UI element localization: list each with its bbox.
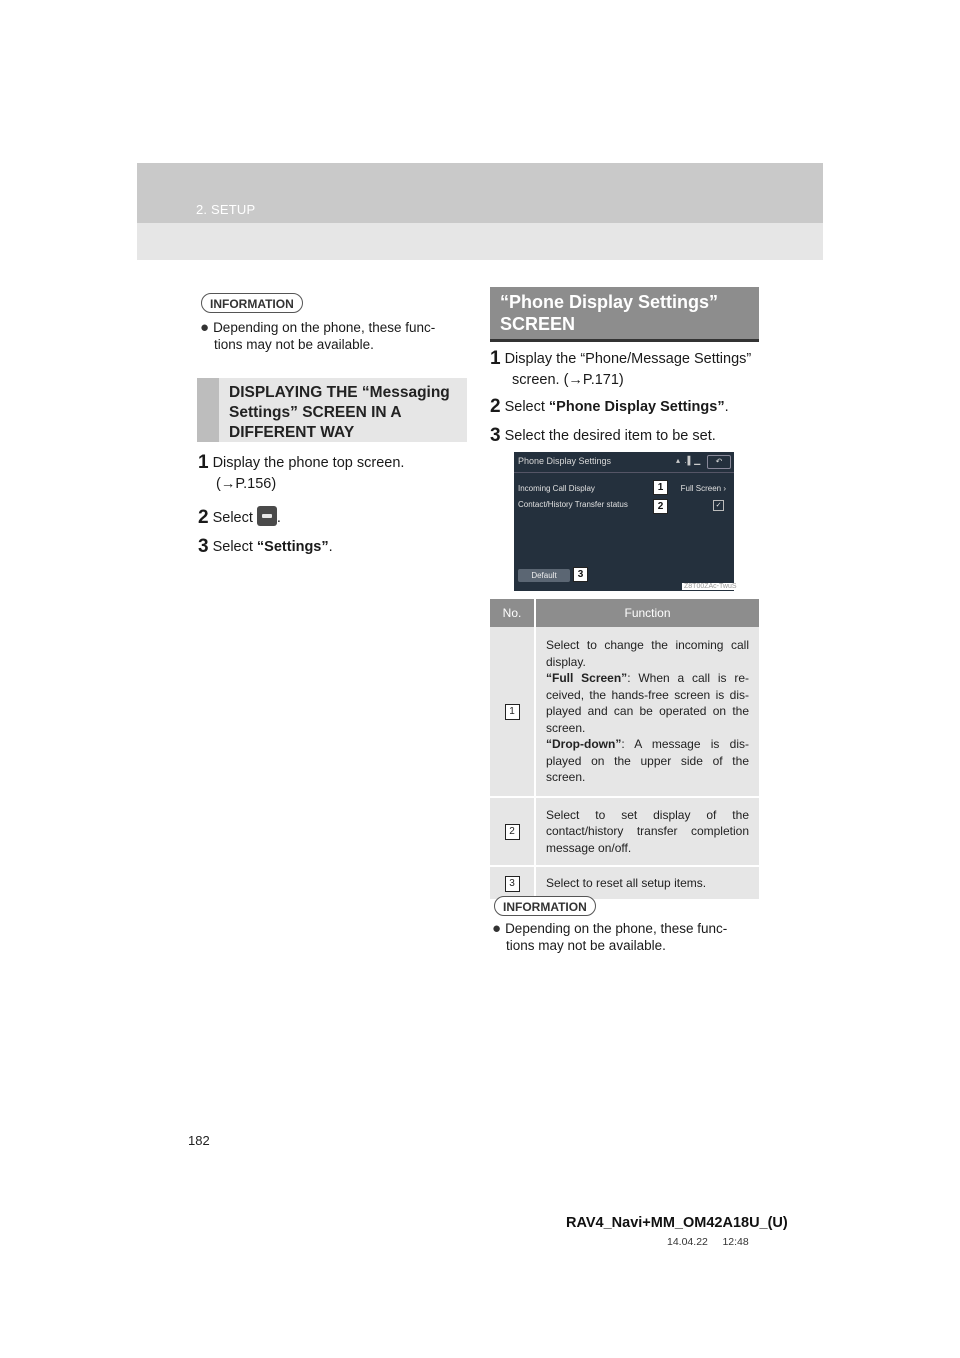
information-line-1: Depending on the phone, these func-	[505, 921, 728, 936]
screen-divider	[514, 472, 734, 473]
right-step-3	[490, 425, 716, 447]
step-text: Display the “Phone/Message Settings”	[504, 351, 752, 367]
step-text-end: .	[724, 399, 729, 415]
option-name: “Full Screen”	[546, 671, 628, 685]
option-name: “Drop-down”	[546, 737, 622, 751]
step-text-end: .	[276, 510, 281, 526]
information-text-left	[200, 319, 468, 353]
step-text: Select the desired item to be set.	[504, 428, 716, 444]
information-label-left: INFORMATION	[201, 293, 303, 313]
row-label: Contact/History Transfer status	[518, 500, 628, 509]
step-text: Select	[212, 539, 257, 555]
information-label-right: INFORMATION	[494, 896, 596, 916]
step-text-end: .	[328, 539, 333, 555]
print-date: 14.04.22 12:48	[667, 1236, 749, 1248]
heading-line-2: SCREEN	[500, 314, 576, 334]
left-step-2	[198, 506, 281, 529]
step-number: 3	[490, 425, 501, 446]
row-number-cell	[490, 866, 535, 900]
left-step-1	[198, 452, 468, 495]
row-number-cell	[490, 627, 535, 797]
phone-display-settings-screenshot	[514, 452, 734, 591]
information-line-2: tions may not be available.	[506, 938, 666, 953]
step-number: 1	[198, 452, 209, 473]
option-text: : When a call is re-ceived, the hands-free screen is dis-played and can be operated on the screen.	[546, 671, 749, 735]
callout-3: 3	[573, 567, 588, 582]
default-button: Default	[518, 569, 570, 582]
step-page-ref: (→P.156)	[216, 476, 277, 492]
bullet-icon: ●	[200, 319, 210, 336]
callout-2: 2	[653, 499, 668, 514]
screen-row-transfer-status	[518, 498, 730, 512]
section-label: 2. SETUP	[196, 202, 256, 217]
table-row	[490, 866, 759, 900]
right-step-2	[490, 396, 729, 418]
step-bold-text: “Settings”	[256, 539, 329, 555]
header-band	[137, 163, 823, 260]
heading-accent-bar	[197, 378, 219, 442]
heading-text: DISPLAYING THE “Messaging Settings” SCREEN IN A DIFFERENT WAY	[229, 384, 450, 441]
information-text-right	[492, 920, 760, 954]
page-number: 182	[188, 1133, 210, 1148]
row-function-cell	[535, 627, 759, 797]
step-number: 2	[490, 396, 501, 417]
information-line-2: tions may not be available.	[214, 337, 374, 352]
step-text: Display the phone top screen.	[212, 455, 405, 471]
column-header-no: No.	[490, 599, 535, 627]
step-text: Select	[504, 399, 549, 415]
information-line-1: Depending on the phone, these func-	[213, 320, 436, 335]
callout-1: 1	[653, 480, 668, 495]
step-page-ref: screen. (→P.171)	[512, 372, 624, 388]
step-bold-text: “Phone Display Settings”	[548, 399, 725, 415]
section-heading-messaging	[197, 378, 467, 442]
step-number: 2	[198, 507, 209, 528]
option-text: : A message is dis-played on the upper side of the screen.	[546, 737, 749, 784]
table-row	[490, 797, 759, 867]
number-box: 1	[505, 704, 520, 720]
screen-row-incoming-call	[518, 482, 730, 496]
function-table	[490, 599, 759, 901]
row-number-cell	[490, 797, 535, 867]
step-number: 3	[198, 536, 209, 557]
signal-status-icon: ▴ .▌▁	[676, 456, 702, 465]
row-label: Incoming Call Display	[518, 484, 595, 493]
step-number: 1	[490, 348, 501, 369]
header-top-strip	[137, 163, 823, 223]
heading-text	[500, 291, 755, 335]
column-header-function: Function	[535, 599, 759, 627]
image-code: Z8T00ZAc-TwuS	[684, 583, 737, 590]
heading-line-1: “Phone Display Settings”	[500, 292, 719, 312]
number-box: 3	[505, 876, 520, 892]
bullet-icon: ●	[492, 920, 502, 937]
row-function-cell: Select to set display of the contact/history transfer completion message on/off.	[535, 797, 759, 867]
function-text: Select to change the incoming call display.	[546, 638, 749, 669]
back-arrow-icon: ↶	[707, 455, 731, 469]
checkbox-icon: ✓	[713, 500, 724, 511]
row-function-cell: Select to reset all setup items.	[535, 866, 759, 900]
table-header-row	[490, 599, 759, 627]
number-box: 2	[505, 824, 520, 840]
left-step-3	[198, 536, 333, 558]
step-text: Select	[212, 510, 253, 526]
section-heading-phone-display	[490, 287, 759, 342]
right-step-1	[490, 348, 760, 391]
screen-title: Phone Display Settings	[518, 456, 612, 466]
table-row	[490, 627, 759, 797]
row-value: Full Screen ›	[680, 484, 726, 493]
manual-code: RAV4_Navi+MM_OM42A18U_(U)	[566, 1215, 788, 1231]
menu-button-icon	[257, 506, 277, 526]
